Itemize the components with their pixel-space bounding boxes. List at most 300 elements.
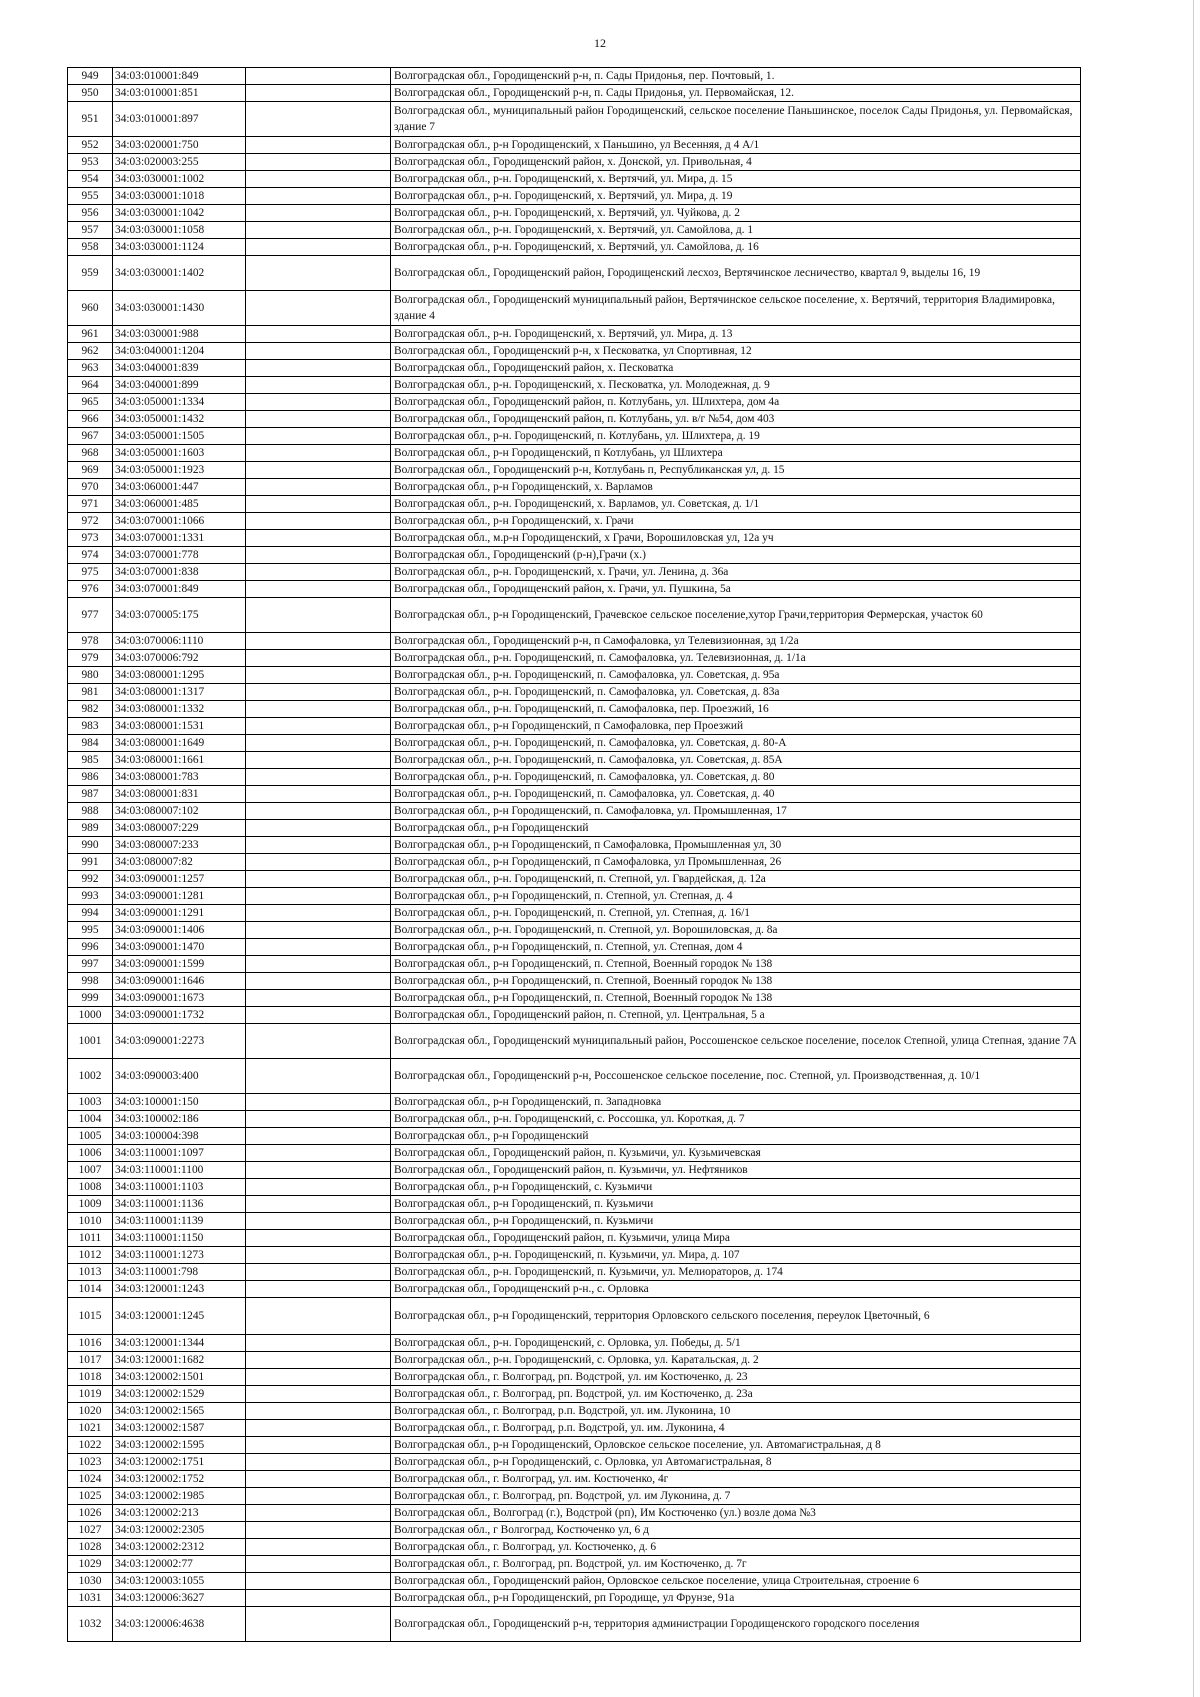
- address-cell: Волгоградская обл., р-н Городищенский, п Самофаловка, Промышленная ул, 30: [391, 837, 1081, 854]
- cadastral-number-cell: 34:03:070001:1331: [113, 530, 246, 547]
- address-cell: Волгоградская обл., р-н Городищенский, п Котлубань, ул Шлихтера: [391, 445, 1081, 462]
- address-cell: Волгоградская обл., р-н. Городищенский, х. Грачи, ул. Ленина, д. 36а: [391, 564, 1081, 581]
- empty-note-cell: [246, 701, 391, 718]
- empty-note-cell: [246, 650, 391, 667]
- row-number-cell: 980: [68, 667, 113, 684]
- empty-note-cell: [246, 1024, 391, 1059]
- empty-note-cell: [246, 1281, 391, 1298]
- row-number-cell: 1014: [68, 1281, 113, 1298]
- address-cell: Волгоградская обл., р-н. Городищенский, п. Самофаловка, ул. Советская, д. 95а: [391, 667, 1081, 684]
- address-cell: Волгоградская обл., Городищенский район, Орловское сельское поселение, улица Строительная, строение 6: [391, 1573, 1081, 1590]
- table-row: [68, 547, 1081, 564]
- row-number-cell: 1003: [68, 1094, 113, 1111]
- table-row: [68, 291, 1081, 326]
- table-row: [68, 462, 1081, 479]
- address-cell: Волгоградская обл., р-н Городищенский: [391, 1128, 1081, 1145]
- row-number-cell: 956: [68, 205, 113, 222]
- row-number-cell: 989: [68, 820, 113, 837]
- row-number-cell: 974: [68, 547, 113, 564]
- address-cell: Волгоградская обл., г Волгоград, Костюченко ул, 6 д: [391, 1522, 1081, 1539]
- empty-note-cell: [246, 1590, 391, 1607]
- cadastral-number-cell: 34:03:070001:778: [113, 547, 246, 564]
- empty-note-cell: [246, 343, 391, 360]
- row-number-cell: 963: [68, 360, 113, 377]
- empty-note-cell: [246, 326, 391, 343]
- row-number-cell: 983: [68, 718, 113, 735]
- table-row: [68, 1162, 1081, 1179]
- table-row: [68, 154, 1081, 171]
- row-number-cell: 990: [68, 837, 113, 854]
- table-row: [68, 769, 1081, 786]
- empty-note-cell: [246, 1437, 391, 1454]
- row-number-cell: 1007: [68, 1162, 113, 1179]
- cadastral-number-cell: 34:03:050001:1334: [113, 394, 246, 411]
- empty-note-cell: [246, 888, 391, 905]
- address-cell: Волгоградская обл., Городищенский р-н, п Самофаловка, ул Телевизионная, зд 1/2а: [391, 633, 1081, 650]
- cadastral-number-cell: 34:03:080007:102: [113, 803, 246, 820]
- address-cell: Волгоградская обл., р-н Городищенский, п. Самофаловка, ул. Промышленная, 17: [391, 803, 1081, 820]
- empty-note-cell: [246, 990, 391, 1007]
- cadastral-number-cell: 34:03:110001:1139: [113, 1213, 246, 1230]
- cadastral-number-cell: 34:03:080007:233: [113, 837, 246, 854]
- row-number-cell: 1022: [68, 1437, 113, 1454]
- row-number-cell: 1013: [68, 1264, 113, 1281]
- table-row: [68, 939, 1081, 956]
- row-number-cell: 1029: [68, 1556, 113, 1573]
- cadastral-number-cell: 34:03:040001:839: [113, 360, 246, 377]
- row-number-cell: 949: [68, 68, 113, 85]
- row-number-cell: 1011: [68, 1230, 113, 1247]
- empty-note-cell: [246, 222, 391, 239]
- row-number-cell: 958: [68, 239, 113, 256]
- empty-note-cell: [246, 1335, 391, 1352]
- cadastral-number-cell: 34:03:120001:1344: [113, 1335, 246, 1352]
- row-number-cell: 1005: [68, 1128, 113, 1145]
- table-row: [68, 445, 1081, 462]
- cadastral-number-cell: 34:03:090001:1646: [113, 973, 246, 990]
- cadastral-number-cell: 34:03:090001:1470: [113, 939, 246, 956]
- empty-note-cell: [246, 462, 391, 479]
- address-cell: Волгоградская обл., г. Волгоград, рп. Водстрой, ул. им Луконина, д. 7: [391, 1488, 1081, 1505]
- table-row: [68, 1556, 1081, 1573]
- empty-note-cell: [246, 820, 391, 837]
- empty-note-cell: [246, 1454, 391, 1471]
- table-row: [68, 718, 1081, 735]
- cadastral-number-cell: 34:03:120002:213: [113, 1505, 246, 1522]
- row-number-cell: 962: [68, 343, 113, 360]
- empty-note-cell: [246, 956, 391, 973]
- address-cell: Волгоградская обл., р-н Городищенский, п. Западновка: [391, 1094, 1081, 1111]
- cadastral-number-cell: 34:03:070006:1110: [113, 633, 246, 650]
- empty-note-cell: [246, 1539, 391, 1556]
- table-row: [68, 1298, 1081, 1335]
- table-row: [68, 803, 1081, 820]
- table-row: [68, 1335, 1081, 1352]
- table-row: [68, 888, 1081, 905]
- address-cell: Волгоградская обл., г. Волгоград, ул. Костюченко, д. 6: [391, 1539, 1081, 1556]
- page-number: 12: [594, 36, 606, 50]
- empty-note-cell: [246, 496, 391, 513]
- row-number-cell: 951: [68, 102, 113, 137]
- cadastral-number-cell: 34:03:090001:1257: [113, 871, 246, 888]
- row-number-cell: 969: [68, 462, 113, 479]
- row-number-cell: 971: [68, 496, 113, 513]
- table-row: [68, 205, 1081, 222]
- table-row: [68, 786, 1081, 803]
- empty-note-cell: [246, 205, 391, 222]
- row-number-cell: 1032: [68, 1607, 113, 1642]
- address-cell: Волгоградская обл., Городищенский муниципальный район, Вертячинское сельское поселение, х. Вертячий, территория Владимировка, здание 4: [391, 291, 1081, 326]
- address-cell: Волгоградская обл., г. Волгоград, р.п. Водстрой, ул. им. Луконина, 4: [391, 1420, 1081, 1437]
- row-number-cell: 994: [68, 905, 113, 922]
- table-row: [68, 1420, 1081, 1437]
- cadastral-number-cell: 34:03:090003:400: [113, 1059, 246, 1094]
- empty-note-cell: [246, 479, 391, 496]
- empty-note-cell: [246, 445, 391, 462]
- address-cell: Волгоградская обл., р-н Городищенский, территория Орловского сельского поселения, переулок Цветочный, 6: [391, 1298, 1081, 1335]
- cadastral-number-cell: 34:03:050001:1505: [113, 428, 246, 445]
- table-row: [68, 496, 1081, 513]
- cadastral-number-cell: 34:03:030001:1402: [113, 256, 246, 291]
- table-row: [68, 581, 1081, 598]
- empty-note-cell: [246, 1386, 391, 1403]
- address-cell: Волгоградская обл., р-н Городищенский: [391, 820, 1081, 837]
- row-number-cell: 995: [68, 922, 113, 939]
- address-cell: Волгоградская обл., Городищенский район, п. Котлубань, ул. Шлихтера, дом 4а: [391, 394, 1081, 411]
- cadastral-number-cell: 34:03:030001:1124: [113, 239, 246, 256]
- cadastral-number-cell: 34:03:020001:750: [113, 137, 246, 154]
- table-row: [68, 1196, 1081, 1213]
- address-cell: Волгоградская обл., Городищенский р-н, Котлубань п, Республиканская ул, д. 15: [391, 462, 1081, 479]
- row-number-cell: 1008: [68, 1179, 113, 1196]
- row-number-cell: 1004: [68, 1111, 113, 1128]
- table-row: [68, 411, 1081, 428]
- empty-note-cell: [246, 1145, 391, 1162]
- empty-note-cell: [246, 1352, 391, 1369]
- empty-note-cell: [246, 752, 391, 769]
- cadastral-number-cell: 34:03:120002:1501: [113, 1369, 246, 1386]
- cadastral-number-cell: 34:03:010001:897: [113, 102, 246, 137]
- row-number-cell: 1001: [68, 1024, 113, 1059]
- cadastral-number-cell: 34:03:120006:3627: [113, 1590, 246, 1607]
- cadastral-number-cell: 34:03:110001:1103: [113, 1179, 246, 1196]
- empty-note-cell: [246, 598, 391, 633]
- empty-note-cell: [246, 530, 391, 547]
- table-row: [68, 1590, 1081, 1607]
- row-number-cell: 986: [68, 769, 113, 786]
- table-row: [68, 598, 1081, 633]
- empty-note-cell: [246, 786, 391, 803]
- row-number-cell: 966: [68, 411, 113, 428]
- row-number-cell: 1006: [68, 1145, 113, 1162]
- empty-note-cell: [246, 154, 391, 171]
- address-cell: Волгоградская обл., Городищенский р-н, п. Сады Придонья, ул. Первомайская, 12.: [391, 85, 1081, 102]
- table-row: [68, 735, 1081, 752]
- empty-note-cell: [246, 922, 391, 939]
- table-row: [68, 1024, 1081, 1059]
- row-number-cell: 1016: [68, 1335, 113, 1352]
- row-number-cell: 950: [68, 85, 113, 102]
- empty-note-cell: [246, 1213, 391, 1230]
- cadastral-number-cell: 34:03:090001:1281: [113, 888, 246, 905]
- address-cell: Волгоградская обл., Городищенский район, п. Степной, ул. Центральная, 5 а: [391, 1007, 1081, 1024]
- table-row: [68, 513, 1081, 530]
- cadastral-number-cell: 34:03:080007:229: [113, 820, 246, 837]
- table-row: [68, 837, 1081, 854]
- address-cell: Волгоградская обл., р-н. Городищенский, х. Песковатка, ул. Молодежная, д. 9: [391, 377, 1081, 394]
- table-row: [68, 1230, 1081, 1247]
- cadastral-number-cell: 34:03:070001:838: [113, 564, 246, 581]
- row-number-cell: 1020: [68, 1403, 113, 1420]
- table-row: [68, 973, 1081, 990]
- empty-note-cell: [246, 769, 391, 786]
- table-row: [68, 1179, 1081, 1196]
- table-row: [68, 1607, 1081, 1642]
- row-number-cell: 1024: [68, 1471, 113, 1488]
- table-row: [68, 326, 1081, 343]
- row-number-cell: 1000: [68, 1007, 113, 1024]
- empty-note-cell: [246, 803, 391, 820]
- cadastral-number-cell: 34:03:080001:1332: [113, 701, 246, 718]
- address-cell: Волгоградская обл., р-н. Городищенский, с. Орловка, ул. Победы, д. 5/1: [391, 1335, 1081, 1352]
- address-cell: Волгоградская обл., р-н. Городищенский, с. Россошка, ул. Короткая, д. 7: [391, 1111, 1081, 1128]
- cadastral-number-cell: 34:03:070001:1066: [113, 513, 246, 530]
- address-cell: Волгоградская обл., м.р-н Городищенский, х Грачи, Ворошиловская ул, 12а уч: [391, 530, 1081, 547]
- empty-note-cell: [246, 377, 391, 394]
- row-number-cell: 981: [68, 684, 113, 701]
- row-number-cell: 961: [68, 326, 113, 343]
- cadastral-number-cell: 34:03:080001:1317: [113, 684, 246, 701]
- address-cell: Волгоградская обл., Городищенский р-н, х Песковатка, ул Спортивная, 12: [391, 343, 1081, 360]
- address-cell: Волгоградская обл., Городищенский район, п. Кузьмичи, улица Мира: [391, 1230, 1081, 1247]
- row-number-cell: 952: [68, 137, 113, 154]
- address-cell: Волгоградская обл., р-н Городищенский, п. Степной, Военный городок № 138: [391, 973, 1081, 990]
- table-row: [68, 1213, 1081, 1230]
- address-cell: Волгоградская обл., р-н. Городищенский, п. Степной, ул. Гвардейская, д. 12а: [391, 871, 1081, 888]
- empty-note-cell: [246, 1522, 391, 1539]
- empty-note-cell: [246, 1247, 391, 1264]
- cadastral-number-cell: 34:03:090001:2273: [113, 1024, 246, 1059]
- empty-note-cell: [246, 667, 391, 684]
- cadastral-number-cell: 34:03:070006:792: [113, 650, 246, 667]
- table-row: [68, 394, 1081, 411]
- empty-note-cell: [246, 564, 391, 581]
- table-row: [68, 1111, 1081, 1128]
- row-number-cell: 1017: [68, 1352, 113, 1369]
- row-number-cell: 1031: [68, 1590, 113, 1607]
- row-number-cell: 972: [68, 513, 113, 530]
- cadastral-number-cell: 34:03:080001:1661: [113, 752, 246, 769]
- address-cell: Волгоградская обл., р-н. Городищенский, х. Вертячий, ул. Чуйкова, д. 2: [391, 205, 1081, 222]
- cadastral-number-cell: 34:03:120001:1682: [113, 1352, 246, 1369]
- cadastral-number-cell: 34:03:080001:831: [113, 786, 246, 803]
- cadastral-number-cell: 34:03:110001:1273: [113, 1247, 246, 1264]
- table-row: [68, 1094, 1081, 1111]
- table-row: [68, 650, 1081, 667]
- row-number-cell: 1010: [68, 1213, 113, 1230]
- cadastral-number-cell: 34:03:120002:77: [113, 1556, 246, 1573]
- cadastral-number-cell: 34:03:110001:798: [113, 1264, 246, 1281]
- empty-note-cell: [246, 1369, 391, 1386]
- empty-note-cell: [246, 1505, 391, 1522]
- table-row: [68, 1352, 1081, 1369]
- empty-note-cell: [246, 1007, 391, 1024]
- empty-note-cell: [246, 633, 391, 650]
- table-row: [68, 85, 1081, 102]
- table-row: [68, 1281, 1081, 1298]
- address-cell: Волгоградская обл., Городищенский (р-н),Грачи (х.): [391, 547, 1081, 564]
- table-row: [68, 1573, 1081, 1590]
- table-row: [68, 1403, 1081, 1420]
- row-number-cell: 1012: [68, 1247, 113, 1264]
- row-number-cell: 1021: [68, 1420, 113, 1437]
- row-number-cell: 997: [68, 956, 113, 973]
- row-number-cell: 992: [68, 871, 113, 888]
- empty-note-cell: [246, 102, 391, 137]
- row-number-cell: 953: [68, 154, 113, 171]
- address-cell: Волгоградская обл., р-н Городищенский, п. Степной, ул. Степная, д. 4: [391, 888, 1081, 905]
- empty-note-cell: [246, 1607, 391, 1642]
- empty-note-cell: [246, 188, 391, 205]
- empty-note-cell: [246, 1403, 391, 1420]
- cadastral-number-cell: 34:03:100004:398: [113, 1128, 246, 1145]
- address-cell: Волгоградская обл., р-н Городищенский, п Самофаловка, ул Промышленная, 26: [391, 854, 1081, 871]
- empty-note-cell: [246, 1196, 391, 1213]
- address-cell: Волгоградская обл., р-н. Городищенский, п. Самофаловка, ул. Советская, д. 40: [391, 786, 1081, 803]
- row-number-cell: 1028: [68, 1539, 113, 1556]
- table-row: [68, 530, 1081, 547]
- cadastral-number-cell: 34:03:120003:1055: [113, 1573, 246, 1590]
- table-row: [68, 1145, 1081, 1162]
- row-number-cell: 991: [68, 854, 113, 871]
- cadastral-number-cell: 34:03:030001:1430: [113, 291, 246, 326]
- cadastral-number-cell: 34:03:030001:1042: [113, 205, 246, 222]
- row-number-cell: 978: [68, 633, 113, 650]
- cadastral-number-cell: 34:03:010001:851: [113, 85, 246, 102]
- address-cell: Волгоградская обл., Городищенский район, п. Кузьмичи, ул. Кузьмичевская: [391, 1145, 1081, 1162]
- empty-note-cell: [246, 394, 391, 411]
- cadastral-number-cell: 34:03:020003:255: [113, 154, 246, 171]
- empty-note-cell: [246, 1264, 391, 1281]
- address-cell: Волгоградская обл., Городищенский район, п. Котлубань, ул. в/г №54, дом 403: [391, 411, 1081, 428]
- row-number-cell: 1018: [68, 1369, 113, 1386]
- table-row: [68, 922, 1081, 939]
- row-number-cell: 959: [68, 256, 113, 291]
- scan-edge-line: [1193, 0, 1194, 1697]
- cadastral-number-cell: 34:03:040001:899: [113, 377, 246, 394]
- cadastral-number-cell: 34:03:120002:1565: [113, 1403, 246, 1420]
- row-number-cell: 984: [68, 735, 113, 752]
- address-cell: Волгоградская обл., Городищенский район, х. Донской, ул. Привольная, 4: [391, 154, 1081, 171]
- address-cell: Волгоградская обл., р-н Городищенский, п. Степной, Военный городок № 138: [391, 990, 1081, 1007]
- row-number-cell: 987: [68, 786, 113, 803]
- address-cell: Волгоградская обл., г. Волгоград, рп. Водстрой, ул. им Костюченко, д. 23а: [391, 1386, 1081, 1403]
- address-cell: Волгоградская обл., Городищенский район, х. Грачи, ул. Пушкина, 5а: [391, 581, 1081, 598]
- table-row: [68, 1437, 1081, 1454]
- address-cell: Волгоградская обл., р-н. Городищенский, х. Вертячий, ул. Мира, д. 13: [391, 326, 1081, 343]
- table-row: [68, 956, 1081, 973]
- cadastral-number-cell: 34:03:050001:1603: [113, 445, 246, 462]
- address-cell: Волгоградская обл., Городищенский р-н, территория администрации Городищенского городского поселения: [391, 1607, 1081, 1642]
- table-row: [68, 377, 1081, 394]
- cadastral-number-cell: 34:03:120002:1587: [113, 1420, 246, 1437]
- row-number-cell: 1002: [68, 1059, 113, 1094]
- table-row: [68, 990, 1081, 1007]
- cadastral-number-cell: 34:03:120006:4638: [113, 1607, 246, 1642]
- cadastral-number-cell: 34:03:030001:1058: [113, 222, 246, 239]
- cadastral-number-cell: 34:03:120002:2312: [113, 1539, 246, 1556]
- table-row: [68, 479, 1081, 496]
- cadastral-number-cell: 34:03:030001:1018: [113, 188, 246, 205]
- cadastral-number-cell: 34:03:110001:1136: [113, 1196, 246, 1213]
- table-row: [68, 633, 1081, 650]
- row-number-cell: 970: [68, 479, 113, 496]
- address-cell: Волгоградская обл., р-н. Городищенский, п. Степной, ул. Ворошиловская, д. 8а: [391, 922, 1081, 939]
- cadastral-number-cell: 34:03:100001:150: [113, 1094, 246, 1111]
- cadastral-number-cell: 34:03:120002:1752: [113, 1471, 246, 1488]
- table-row: [68, 905, 1081, 922]
- empty-note-cell: [246, 871, 391, 888]
- empty-note-cell: [246, 239, 391, 256]
- address-cell: Волгоградская обл., р-н Городищенский, х Паньшино, ул Весенняя, д 4 А/1: [391, 137, 1081, 154]
- table-row: [68, 1247, 1081, 1264]
- address-cell: Волгоградская обл., р-н. Городищенский, п. Самофаловка, ул. Советская, д. 80: [391, 769, 1081, 786]
- empty-note-cell: [246, 428, 391, 445]
- empty-note-cell: [246, 854, 391, 871]
- table-row: [68, 871, 1081, 888]
- table-row: [68, 752, 1081, 769]
- address-cell: Волгоградская обл., р-н Городищенский, х. Грачи: [391, 513, 1081, 530]
- table-row: [68, 701, 1081, 718]
- table-row: [68, 102, 1081, 137]
- table-row: [68, 188, 1081, 205]
- empty-note-cell: [246, 1179, 391, 1196]
- cadastral-number-cell: 34:03:110001:1100: [113, 1162, 246, 1179]
- cadastral-number-cell: 34:03:080007:82: [113, 854, 246, 871]
- empty-note-cell: [246, 718, 391, 735]
- empty-note-cell: [246, 1573, 391, 1590]
- address-cell: Волгоградская обл., р-н Городищенский, п. Степной, Военный городок № 138: [391, 956, 1081, 973]
- registry-table-body: [68, 68, 1081, 1642]
- address-cell: Волгоградская обл., Городищенский р-н, Россошенское сельское поселение, пос. Степной, ул. Производственная, д. 10/1: [391, 1059, 1081, 1094]
- cadastral-number-cell: 34:03:110001:1097: [113, 1145, 246, 1162]
- empty-note-cell: [246, 837, 391, 854]
- row-number-cell: 1023: [68, 1454, 113, 1471]
- empty-note-cell: [246, 939, 391, 956]
- empty-note-cell: [246, 411, 391, 428]
- table-row: [68, 239, 1081, 256]
- table-row: [68, 1471, 1081, 1488]
- empty-note-cell: [246, 581, 391, 598]
- empty-note-cell: [246, 1230, 391, 1247]
- cadastral-number-cell: 34:03:080001:1531: [113, 718, 246, 735]
- table-row: [68, 1505, 1081, 1522]
- table-row: [68, 343, 1081, 360]
- cadastral-number-cell: 34:03:120002:1985: [113, 1488, 246, 1505]
- row-number-cell: 960: [68, 291, 113, 326]
- address-cell: Волгоградская обл., Волгоград (г.), Водстрой (рп), Им Костюченко (ул.) возле дома №3: [391, 1505, 1081, 1522]
- address-cell: Волгоградская обл., р-н. Городищенский, п. Степной, ул. Степная, д. 16/1: [391, 905, 1081, 922]
- address-cell: Волгоградская обл., р-н Городищенский, с. Орловка, ул Автомагистральная, 8: [391, 1454, 1081, 1471]
- empty-note-cell: [246, 1059, 391, 1094]
- cadastral-number-cell: 34:03:120002:1529: [113, 1386, 246, 1403]
- cadastral-number-cell: 34:03:100002:186: [113, 1111, 246, 1128]
- row-number-cell: 998: [68, 973, 113, 990]
- empty-note-cell: [246, 1488, 391, 1505]
- row-number-cell: 957: [68, 222, 113, 239]
- empty-note-cell: [246, 1162, 391, 1179]
- row-number-cell: 979: [68, 650, 113, 667]
